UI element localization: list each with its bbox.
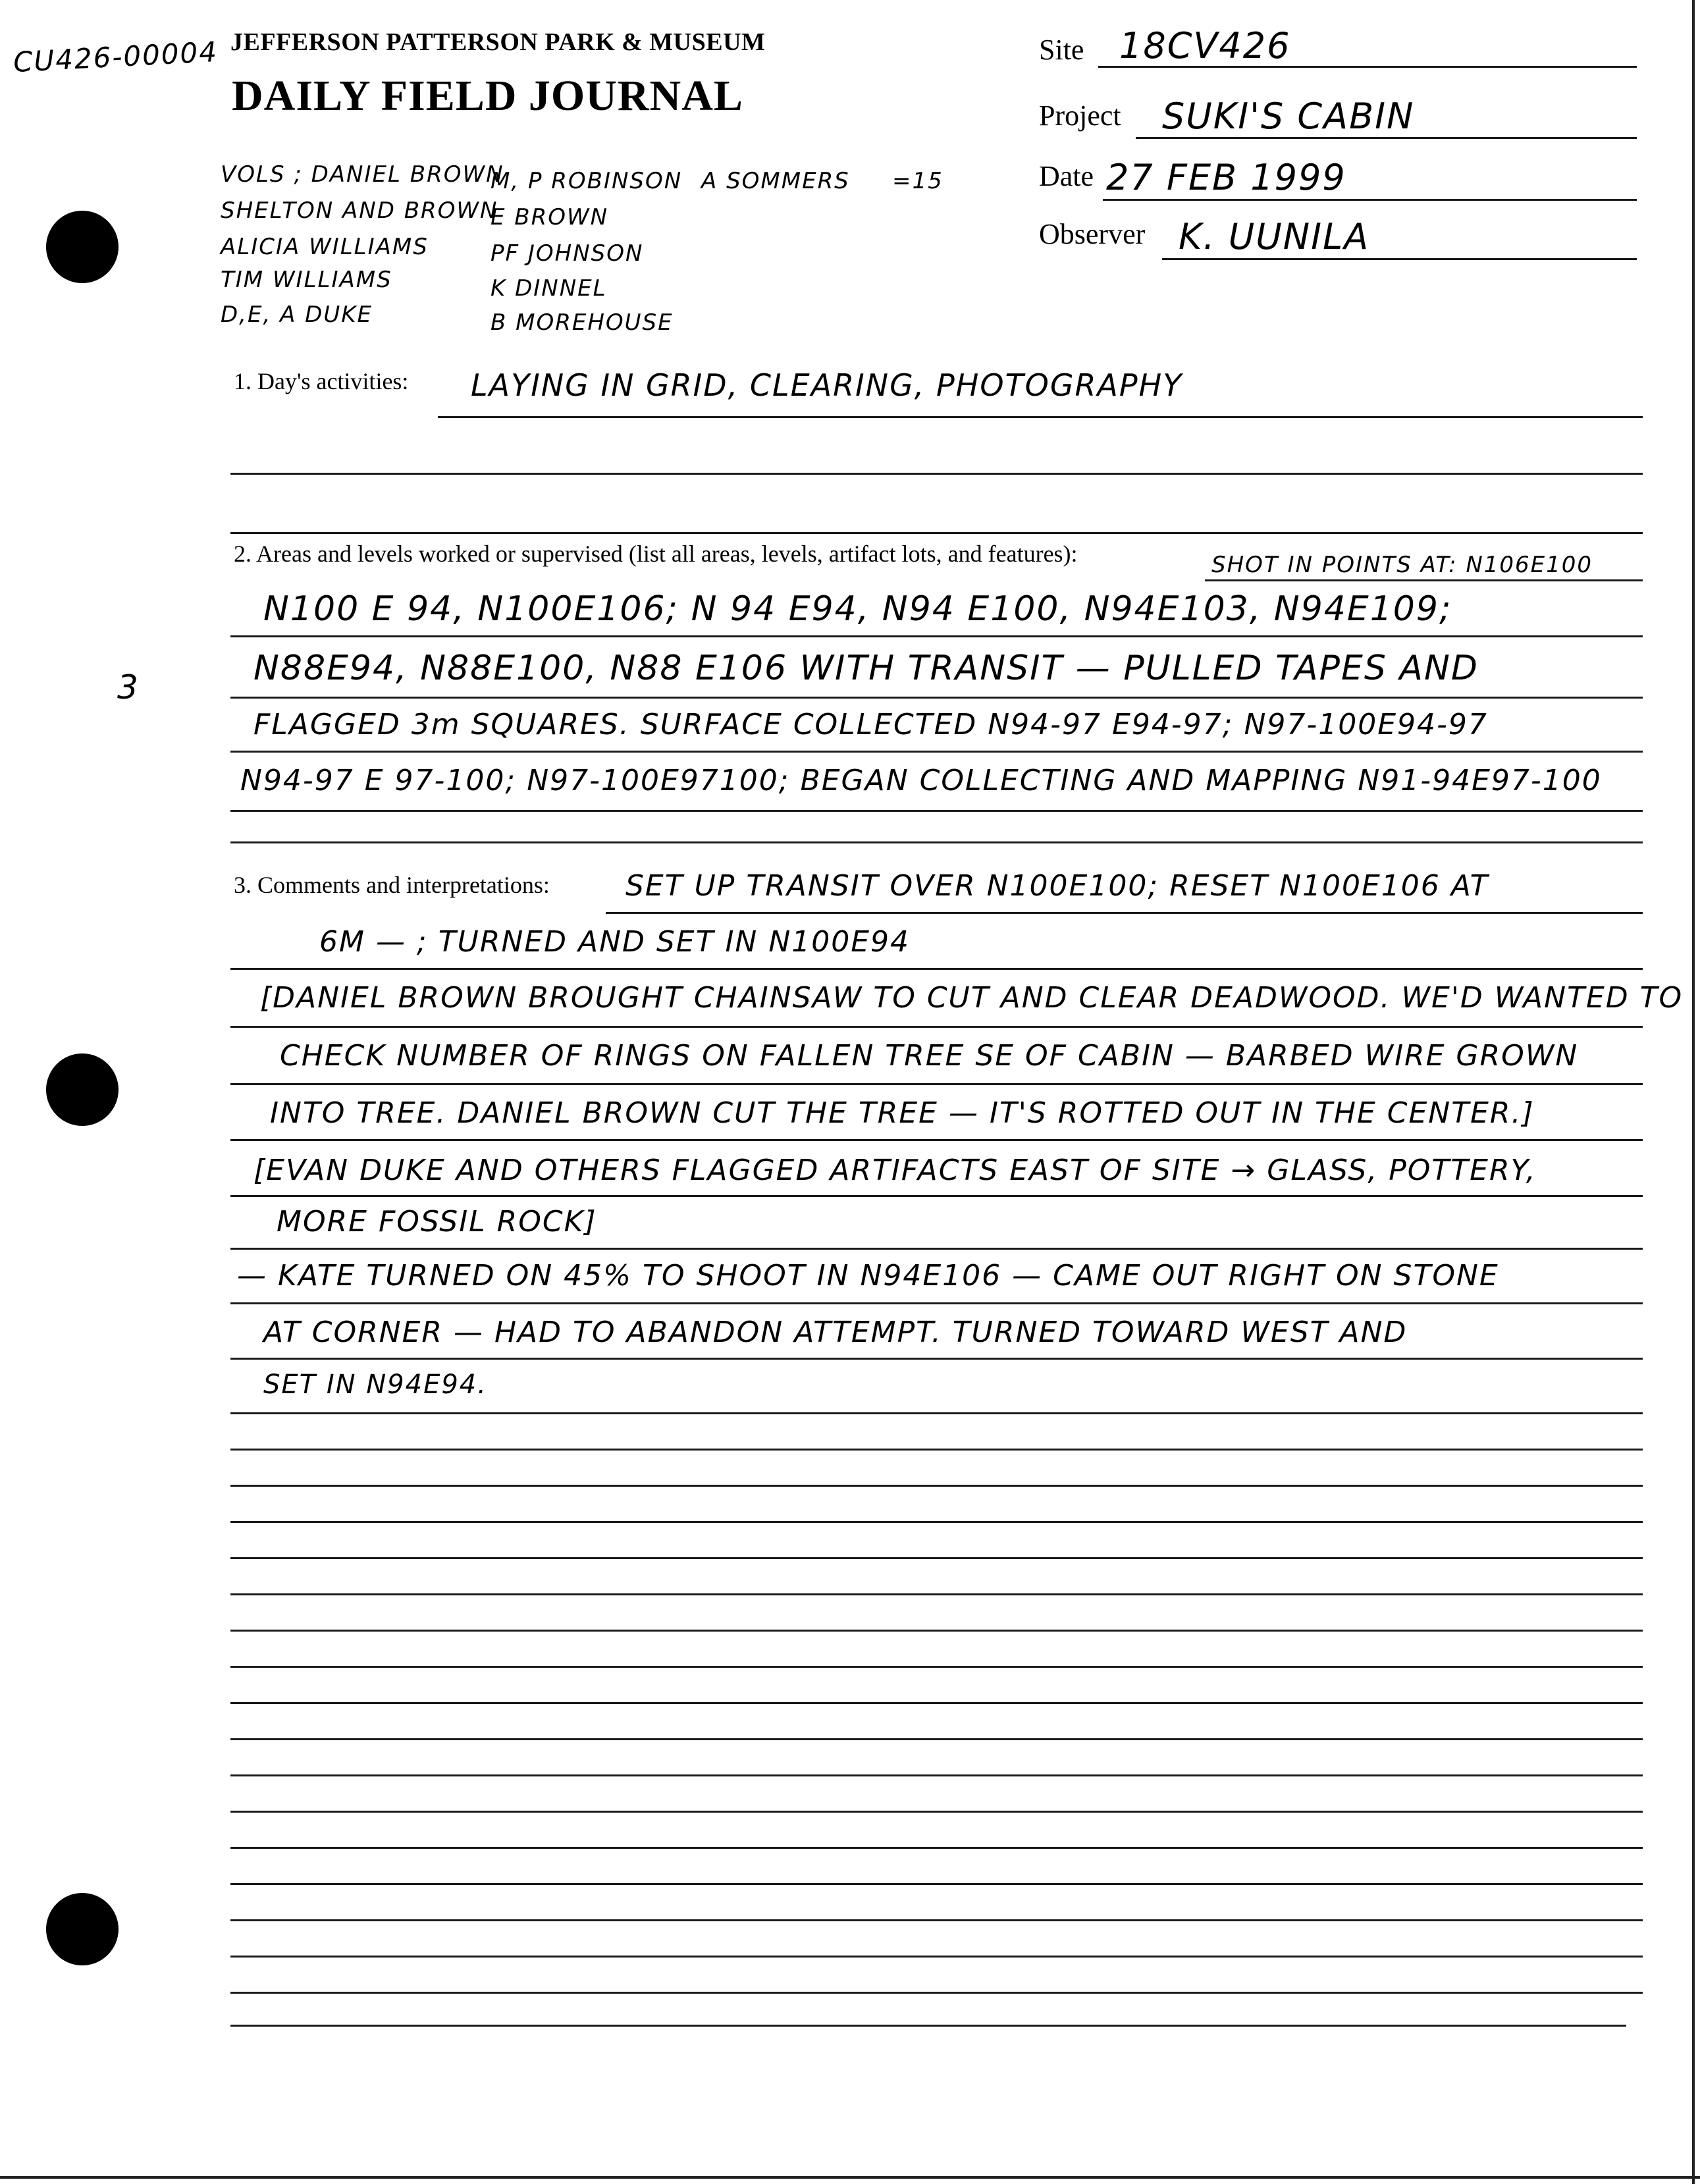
question-1-answer: LAYING IN GRID, CLEARING, PHOTOGRAPHY (471, 367, 1183, 403)
rule-line (230, 1666, 1643, 1668)
rule-line (230, 1248, 1643, 1250)
rule-line (230, 1521, 1643, 1523)
question-3-line: [EVAN DUKE AND OTHERS FLAGGED ARTIFACTS EAST OF SITE → GLASS, POTTERY, (253, 1154, 1537, 1187)
question-3-line: — KATE TURNED ON 45% TO SHOOT IN N94E106 — CAME OUT RIGHT ON STONE (237, 1259, 1499, 1292)
question-3-line: AT CORNER — HAD TO ABANDON ATTEMPT. TURNED TOWARD WEST AND (263, 1316, 1408, 1349)
project-line (1136, 137, 1637, 139)
observer-value: K. UUNILA (1179, 216, 1370, 257)
rule-line (230, 968, 1643, 970)
rule-line (230, 635, 1643, 637)
form-title: DAILY FIELD JOURNAL (232, 72, 743, 120)
rule-line (1205, 579, 1643, 581)
binder-hole-middle (46, 1053, 119, 1126)
rule-line (230, 751, 1643, 753)
rule-line (230, 1702, 1643, 1704)
rule-line (438, 416, 1643, 418)
rule-line (230, 1593, 1643, 1595)
volunteer-name: M, P ROBINSON (491, 168, 683, 194)
date-line (1103, 199, 1637, 201)
rule-line (230, 1956, 1643, 1958)
binder-hole-bottom (46, 1893, 119, 1965)
date-label: Date (1039, 160, 1094, 192)
date-value: 27 FEB 1999 (1106, 157, 1346, 198)
volunteer-name: B MOREHOUSE (491, 309, 674, 336)
project-value: SUKI'S CABIN (1162, 95, 1415, 137)
question-2-inline: SHOT IN POINTS AT: N106E100 (1211, 552, 1593, 578)
volunteer-name: D,E, A DUKE (221, 302, 373, 328)
rule-line (230, 532, 1643, 534)
question-1-label: 1. Day's activities: (234, 368, 409, 394)
question-2-line: N94-97 E 97-100; N97-100E97100; BEGAN COLLECTING AND MAPPING N91-94E97-100 (240, 764, 1602, 797)
rule-line (230, 1811, 1643, 1813)
rule-line (230, 2025, 1626, 2027)
rule-line (230, 810, 1643, 812)
rule-line (230, 1774, 1643, 1776)
rule-line (230, 841, 1643, 843)
question-3-line: MORE FOSSIL ROCK] (277, 1205, 597, 1238)
rule-line (230, 697, 1643, 699)
rule-line (230, 1302, 1643, 1304)
rule-line (230, 473, 1643, 475)
question-3-line: INTO TREE. DANIEL BROWN CUT THE TREE — IT'S ROTTED OUT IN THE CENTER.] (270, 1096, 1535, 1130)
rule-line (230, 1992, 1643, 1994)
question-2-line: FLAGGED 3m SQUARES. SURFACE COLLECTED N94-97 E94-97; N97-100E94-97 (253, 708, 1488, 741)
question-3-line: CHECK NUMBER OF RINGS ON FALLEN TREE SE OF CABIN — BARBED WIRE GROWN (280, 1039, 1579, 1073)
binder-hole-top (46, 211, 119, 283)
question-3-label: 3. Comments and interpretations: (234, 872, 550, 898)
rule-line (230, 1557, 1643, 1559)
page-edge-bottom (0, 2176, 1700, 2179)
document-id: CU426-00004 (12, 35, 219, 79)
volunteer-name: TIM WILLIAMS (221, 267, 392, 293)
question-2-line: N88E94, N88E100, N88 E106 WITH TRANSIT — PULLED TAPES AND (253, 649, 1479, 688)
question-3-line: SET IN N94E94. (263, 1370, 487, 1400)
site-value: 18CV426 (1119, 25, 1291, 67)
volunteer-name: E BROWN (491, 204, 609, 230)
volunteer-name: ALICIA WILLIAMS (221, 234, 429, 260)
rule-line (230, 1738, 1643, 1740)
volunteer-name: PF JOHNSON (491, 240, 644, 267)
margin-note: 3 (117, 668, 140, 706)
volunteer-name: A SOMMERS (701, 168, 850, 194)
organization-name: JEFFERSON PATTERSON PARK & MUSEUM (230, 28, 766, 56)
question-2-line: N100 E 94, N100E106; N 94 E94, N94 E100, N94E103, N94E109; (263, 589, 1452, 629)
volunteer-name: SHELTON AND BROWN (221, 198, 498, 224)
rule-line (230, 1026, 1643, 1028)
rule-line (230, 1083, 1643, 1085)
site-label: Site (1039, 34, 1084, 66)
page-edge-right (1692, 0, 1695, 2184)
question-3-line: [DANIEL BROWN BROUGHT CHAINSAW TO CUT AND CLEAR DEADWOOD. WE'D WANTED TO (260, 981, 1684, 1015)
question-2-label: 2. Areas and levels worked or supervised (list all areas, levels, artifact lots, and features): (234, 541, 1078, 567)
question-3-inline: SET UP TRANSIT OVER N100E100; RESET N100E106 AT (625, 869, 1489, 903)
project-label: Project (1039, 99, 1121, 132)
rule-line (230, 1358, 1643, 1360)
rule-line (230, 1139, 1643, 1141)
rule-line (230, 1412, 1643, 1414)
rule-line (230, 1883, 1643, 1885)
rule-line (230, 1485, 1643, 1487)
volunteer-name: K DINNEL (491, 275, 607, 302)
observer-line (1162, 258, 1637, 260)
question-3-line: 6M — ; TURNED AND SET IN N100E94 (319, 925, 911, 959)
rule-line (230, 1449, 1643, 1451)
rule-line (606, 912, 1643, 914)
rule-line (230, 1919, 1643, 1921)
volunteer-count: =15 (892, 168, 943, 194)
rule-line (230, 1195, 1643, 1197)
observer-label: Observer (1039, 218, 1146, 250)
rule-line (230, 1847, 1643, 1849)
rule-line (230, 1630, 1643, 1632)
volunteer-name: VOLS ; DANIEL BROWN (221, 161, 504, 188)
